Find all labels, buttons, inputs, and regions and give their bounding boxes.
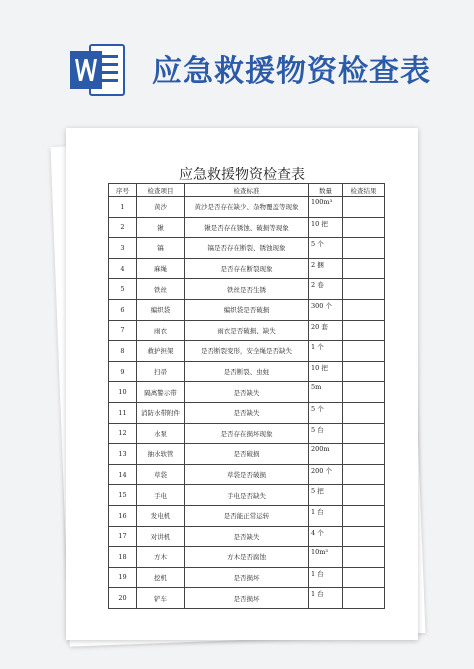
row-number-cell: 16 <box>109 505 137 526</box>
quantity-cell: 1 台 <box>309 588 343 609</box>
item-cell: 隔离警示带 <box>137 382 185 403</box>
table-row <box>109 464 385 485</box>
item-cell: 方木 <box>137 547 185 568</box>
quantity-cell: 300 个 <box>309 299 343 320</box>
quantity-cell: 20 套 <box>309 320 343 341</box>
row-number-cell: 11 <box>109 402 137 423</box>
row-number-cell: 4 <box>109 258 137 279</box>
row-number-cell: 1 <box>109 197 137 218</box>
result-cell <box>343 341 385 362</box>
banner <box>0 0 474 122</box>
item-cell: 对讲机 <box>137 526 185 547</box>
table-row <box>109 341 385 362</box>
banner-title: 应急救援物资检查表 <box>152 54 431 89</box>
item-cell: 发电机 <box>137 505 185 526</box>
column-header: 检查标准 <box>185 184 309 197</box>
item-cell: 抽水软管 <box>137 444 185 465</box>
standard-cell: 是否断裂变形，安全绳是否缺失 <box>185 341 309 362</box>
standard-cell: 黄沙是否存在缺少、杂物覆盖等现象 <box>185 197 309 218</box>
result-cell <box>343 567 385 588</box>
table-row <box>109 197 385 218</box>
standard-cell: 镐是否存在断裂、锈蚀现象 <box>185 238 309 259</box>
table-row <box>109 258 385 279</box>
standard-cell: 是否破损 <box>185 444 309 465</box>
result-cell <box>343 382 385 403</box>
row-number-cell: 17 <box>109 526 137 547</box>
quantity-cell: 100m³ <box>309 197 343 218</box>
table-row <box>109 505 385 526</box>
standard-cell: 是否缺失 <box>185 526 309 547</box>
quantity-cell: 4 个 <box>309 526 343 547</box>
result-cell <box>343 464 385 485</box>
result-cell <box>343 547 385 568</box>
table-row <box>109 279 385 300</box>
item-cell: 镐 <box>137 238 185 259</box>
table-row <box>109 299 385 320</box>
row-number-cell: 19 <box>109 567 137 588</box>
standard-cell: 是否缺失 <box>185 382 309 403</box>
quantity-cell: 10 把 <box>309 361 343 382</box>
column-header: 检查结果 <box>343 184 385 197</box>
result-cell <box>343 258 385 279</box>
table-row <box>109 526 385 547</box>
item-cell: 水泵 <box>137 423 185 444</box>
table-row <box>109 547 385 568</box>
row-number-cell: 5 <box>109 279 137 300</box>
standard-cell: 雨衣是否破损、缺失 <box>185 320 309 341</box>
item-cell: 编织袋 <box>137 299 185 320</box>
standard-cell: 铁丝是否生锈 <box>185 279 309 300</box>
item-cell: 铁丝 <box>137 279 185 300</box>
standard-cell: 是否存在断裂现象 <box>185 258 309 279</box>
document-title: 应急救援物资检查表 <box>179 167 305 183</box>
row-number-cell: 15 <box>109 485 137 506</box>
row-number-cell: 20 <box>109 588 137 609</box>
item-cell: 草袋 <box>137 464 185 485</box>
standard-cell: 手电是否缺失 <box>185 485 309 506</box>
table-row <box>109 361 385 382</box>
document-page <box>66 128 418 640</box>
result-cell <box>343 238 385 259</box>
table-row <box>109 217 385 238</box>
row-number-cell: 2 <box>109 217 137 238</box>
item-cell: 铲车 <box>137 588 185 609</box>
quantity-cell: 1 台 <box>309 567 343 588</box>
table-row <box>109 382 385 403</box>
result-cell <box>343 444 385 465</box>
result-cell <box>343 361 385 382</box>
quantity-cell: 5 个 <box>309 238 343 259</box>
item-cell: 手电 <box>137 485 185 506</box>
table-row <box>109 567 385 588</box>
result-cell <box>343 505 385 526</box>
row-number-cell: 9 <box>109 361 137 382</box>
word-document-icon <box>68 42 126 98</box>
standard-cell: 是否损坏 <box>185 588 309 609</box>
standard-cell: 方木是否腐蚀 <box>185 547 309 568</box>
item-cell: 扫帚 <box>137 361 185 382</box>
quantity-cell: 10 把 <box>309 217 343 238</box>
item-cell: 锹 <box>137 217 185 238</box>
result-cell <box>343 423 385 444</box>
row-number-cell: 13 <box>109 444 137 465</box>
item-cell: 麻绳 <box>137 258 185 279</box>
quantity-cell: 1 台 <box>309 505 343 526</box>
item-cell: 黄沙 <box>137 197 185 218</box>
result-cell <box>343 526 385 547</box>
item-cell: 消防水带附件 <box>137 402 185 423</box>
quantity-cell: 1 个 <box>309 341 343 362</box>
standard-cell: 锹是否存在锈蚀、破损等现象 <box>185 217 309 238</box>
item-cell: 雨衣 <box>137 320 185 341</box>
table-row <box>109 485 385 506</box>
quantity-cell: 5 把 <box>309 485 343 506</box>
column-header: 序号 <box>109 184 137 197</box>
row-number-cell: 18 <box>109 547 137 568</box>
item-cell: 挖机 <box>137 567 185 588</box>
quantity-cell: 10m³ <box>309 547 343 568</box>
result-cell <box>343 197 385 218</box>
row-number-cell: 7 <box>109 320 137 341</box>
quantity-cell: 2 捆 <box>309 258 343 279</box>
inspection-table <box>108 183 385 609</box>
standard-cell: 草袋是否破损 <box>185 464 309 485</box>
table-row <box>109 238 385 259</box>
row-number-cell: 3 <box>109 238 137 259</box>
item-cell: 救护担架 <box>137 341 185 362</box>
quantity-cell: 5 台 <box>309 423 343 444</box>
row-number-cell: 6 <box>109 299 137 320</box>
table-row <box>109 423 385 444</box>
standard-cell: 是否断裂、虫蛀 <box>185 361 309 382</box>
result-cell <box>343 402 385 423</box>
standard-cell: 是否存在损坏现象 <box>185 423 309 444</box>
table-header-row <box>109 184 385 197</box>
row-number-cell: 14 <box>109 464 137 485</box>
result-cell <box>343 217 385 238</box>
quantity-cell: 5m <box>309 382 343 403</box>
quantity-cell: 200 个 <box>309 464 343 485</box>
quantity-cell: 200m <box>309 444 343 465</box>
table-row <box>109 444 385 465</box>
standard-cell: 是否缺失 <box>185 402 309 423</box>
column-header: 数量 <box>309 184 343 197</box>
row-number-cell: 10 <box>109 382 137 403</box>
result-cell <box>343 588 385 609</box>
standard-cell: 编织袋是否破损 <box>185 299 309 320</box>
standard-cell: 是否能正常运转 <box>185 505 309 526</box>
table-row <box>109 588 385 609</box>
quantity-cell: 2 卷 <box>309 279 343 300</box>
result-cell <box>343 485 385 506</box>
row-number-cell: 12 <box>109 423 137 444</box>
result-cell <box>343 320 385 341</box>
result-cell <box>343 299 385 320</box>
row-number-cell: 8 <box>109 341 137 362</box>
standard-cell: 是否损坏 <box>185 567 309 588</box>
quantity-cell: 5 个 <box>309 402 343 423</box>
table-row <box>109 320 385 341</box>
column-header: 检查项目 <box>137 184 185 197</box>
result-cell <box>343 279 385 300</box>
table-row <box>109 402 385 423</box>
